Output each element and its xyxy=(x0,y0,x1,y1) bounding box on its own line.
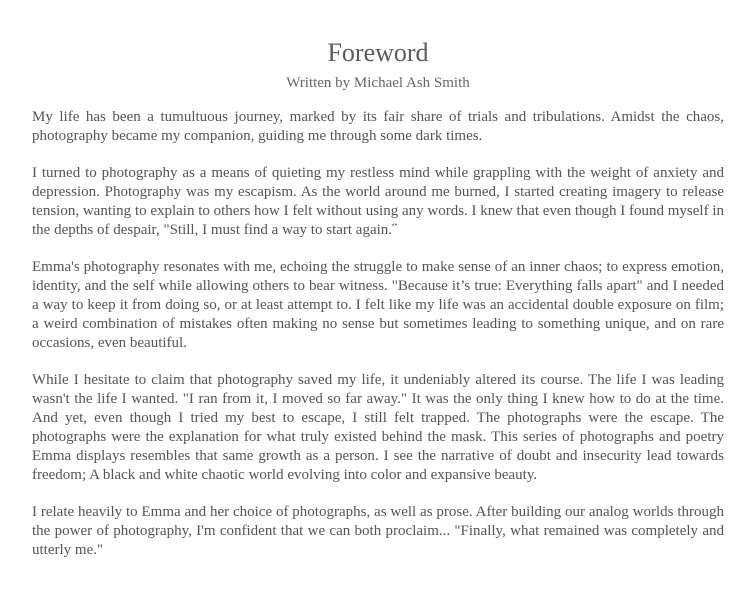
paragraph: While I hesitate to claim that photography saved my life, it undeniably altered its course. The life I was leading wasn't the life I wanted. "I ran from it, I moved so far away." It was the only thing I knew how to do at the time. And yet, even though I tried my best to escape, I still felt trapped. The photographs were the escape. The photographs were the explanation for what truly existed behind the mask. This series of photographs and poetry Emma displays resembles that same growth as a person. I see the narrative of doubt and insecurity lead towards freedom; A black and white chaotic world evolving into color and expansive beauty. xyxy=(32,372,724,483)
page-title: Foreword xyxy=(327,38,429,67)
document-page xyxy=(32,38,724,578)
paragraph: I turned to photography as a means of quieting my restless mind while grappling with the weight of anxiety and depression. Photography was my escapism. As the world around me burned, I started creating imagery to release tension, wanting to explain to others how I felt without using any words. I knew that even though I found myself in the depths of despair, "Still, I must find a way to start again.˝ xyxy=(32,165,724,238)
paragraph: Emma's photography resonates with me, echoing the struggle to make sense of an inner chaos; to express emotion, identity, and the self while allowing others to bear witness. "Because it’s true: Everything falls apart" and I needed a way to keep it from doing so, or at least attempt to. I felt like my life was an accidental double exposure on film; a weird combination of mistakes often making no sense but sometimes leading to something unique, and on rare occasions, even beautiful. xyxy=(32,259,724,351)
author-byline: Written by Michael Ash Smith xyxy=(286,75,470,91)
paragraph: I relate heavily to Emma and her choice of photographs, as well as prose. After building our analog worlds through the power of photography, I'm confident that we can both proclaim... "Finally, what remained was completely and utterly me." xyxy=(32,504,724,558)
foreword-body xyxy=(32,108,724,560)
paragraph: My life has been a tumultuous journey, marked by its fair share of trials and tribulations. Amidst the chaos, photography became my companion, guiding me through some dark times. xyxy=(32,109,724,144)
